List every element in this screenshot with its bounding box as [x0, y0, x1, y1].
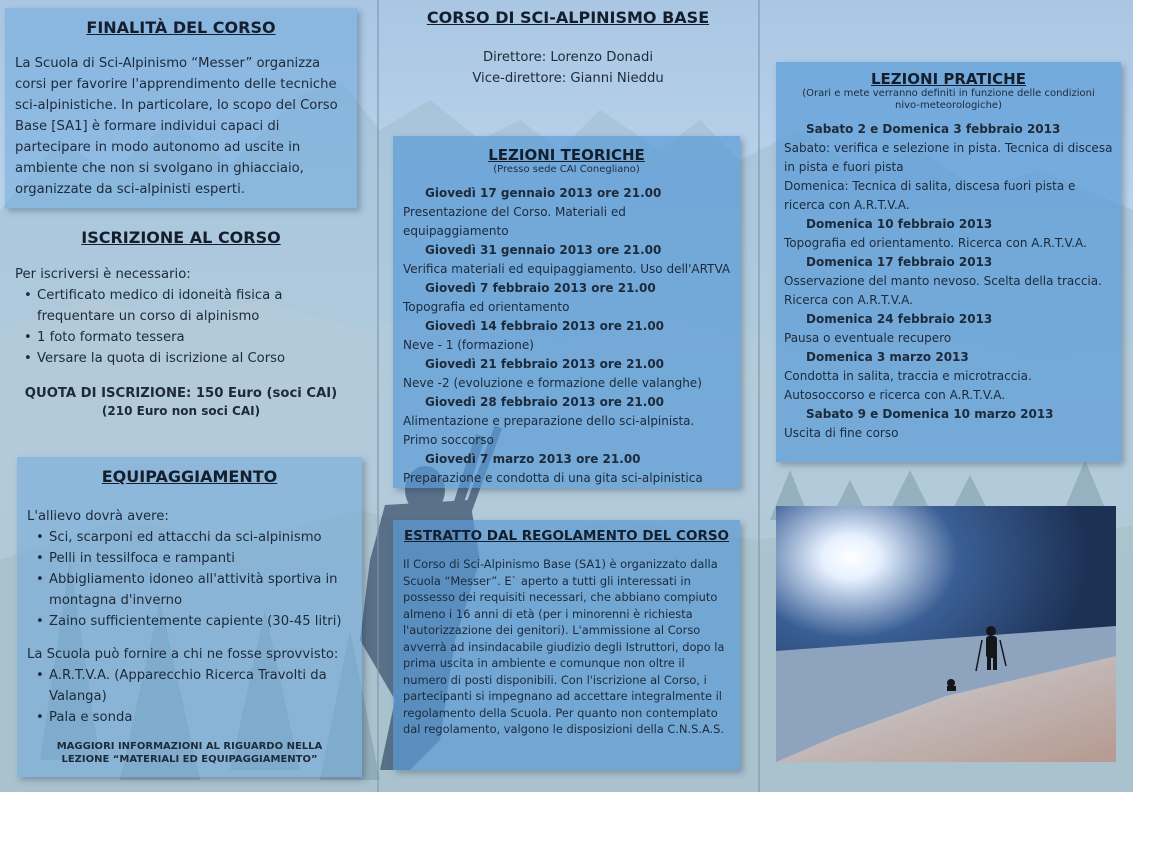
course-header: [380, 8, 756, 89]
lesson-topic: Alimentazione e preparazione dello sci-alpinista. Primo soccorso: [403, 414, 695, 447]
lesson-date: Giovedì 17 gennaio 2013 ore 21.00: [425, 186, 662, 200]
info-note: MAGGIORI INFORMAZIONI AL RIGUARDO NELLA LEZIONE “MATERIALI ED EQUIPAGGIAMENTO”: [56, 741, 323, 765]
lesson-topic: Domenica: Tecnica di salita, discesa fuori pista e ricerca con A.R.T.V.A.: [784, 179, 1076, 212]
list-item: • Pelli in tessilfoca e rampanti: [27, 548, 352, 569]
fold-line-2: [758, 0, 760, 792]
lesson-topic: Presentazione del Corso. Materiali ed equipaggiamento: [403, 205, 626, 238]
lesson-date: Sabato 2 e Domenica 3 febbraio 2013: [806, 122, 1061, 136]
scuola-list: [27, 665, 352, 728]
list-item: • Versare la quota di iscrizione al Corso: [15, 348, 347, 369]
list-item: • Abbigliamento idoneo all'attività sportiva in montagna d'inverno: [27, 569, 352, 611]
teoriche-box: [393, 136, 740, 488]
lesson-topic: Uscita di fine corso: [784, 426, 899, 440]
pratiche-box: [776, 62, 1121, 462]
list-item: • Pala e sonda: [27, 707, 352, 728]
equipaggiamento-box: [17, 457, 362, 777]
pratiche-title: LEZIONI PRATICHE: [871, 70, 1026, 88]
lesson-topic: Condotta in salita, traccia e microtraccia. Autosoccorso e ricerca con A.R.T.V.A.: [784, 369, 1032, 402]
finalita-box: [5, 8, 357, 208]
quota-non-soci-text: (210 Euro non soci CAI): [101, 404, 261, 418]
regolamento-box: [393, 520, 740, 770]
list-item: • Sci, scarponi ed attacchi da sci-alpinismo: [27, 527, 352, 548]
lesson-date: Giovedì 28 febbraio 2013 ore 21.00: [425, 395, 665, 409]
lesson-date: Giovedì 7 febbraio 2013 ore 21.00: [425, 281, 656, 295]
list-item: • Zaino sufficientemente capiente (30-45 litri): [27, 611, 352, 632]
lesson-date: Sabato 9 e Domenica 10 marzo 2013: [806, 407, 1054, 421]
lesson-date: Domenica 10 febbraio 2013: [806, 217, 993, 231]
lesson-topic: Neve - 1 (formazione): [403, 338, 534, 352]
pratiche-list: [784, 120, 1113, 443]
iscrizione-title: ISCRIZIONE AL CORSO: [81, 228, 281, 247]
ski-touring-photo: [776, 506, 1116, 762]
lesson-date: Domenica 17 febbraio 2013: [806, 255, 993, 269]
lesson-date: Giovedì 21 febbraio 2013 ore 21.00: [425, 357, 665, 371]
iscrizione-list: [15, 285, 347, 369]
teoriche-list: [403, 184, 732, 488]
lesson-topic: Neve -2 (evoluzione e formazione delle valanghe): [403, 376, 702, 390]
direttore-text: Direttore: Lorenzo Donadi: [482, 50, 654, 65]
lesson-topic: Pausa o eventuale recupero: [784, 331, 952, 345]
lesson-date: Giovedì 31 gennaio 2013 ore 21.00: [425, 243, 662, 257]
iscrizione-section: [5, 228, 357, 419]
lesson-date: Giovedì 7 marzo 2013 ore 21.00: [425, 452, 641, 466]
lesson-topic: Verifica materiali ed equipaggiamento. Uso dell'ARTVA: [403, 262, 731, 276]
iscrizione-intro: Per iscriversi è necessario:: [15, 267, 191, 282]
teoriche-title: LEZIONI TEORICHE: [488, 146, 645, 164]
finalita-text: La Scuola di Sci-Alpinismo “Messer” organizza corsi per favorire l'apprendimento delle tecniche sci-alpinistiche. In particolare, lo scopo del Corso Base [SA1] è formare individui capaci di partecipare in modo autonomo ad uscite in ambiente che non si svolgano in ghiacciaio, organizzate da sci-alpinisti esperti.: [15, 56, 338, 197]
equipaggiamento-title: EQUIPAGGIAMENTO: [101, 467, 278, 486]
quota-text: QUOTA DI ISCRIZIONE: 150 Euro (soci CAI): [24, 386, 338, 401]
equipaggiamento-intro: L'allievo dovrà avere:: [27, 509, 169, 524]
list-item: • A.R.T.V.A. (Apparecchio Ricerca Travolti da Valanga): [27, 665, 352, 707]
vice-direttore-text: Vice-direttore: Gianni Nieddu: [472, 71, 664, 86]
teoriche-subtitle: (Presso sede CAI Conegliano): [493, 164, 640, 175]
equipaggiamento-list: [27, 527, 352, 632]
lesson-date: Domenica 3 marzo 2013: [806, 350, 969, 364]
fold-line-1: [377, 0, 379, 792]
lesson-topic: Topografia ed orientamento. Ricerca con A.R.T.V.A.: [784, 236, 1087, 250]
scuola-intro: La Scuola può fornire a chi ne fosse sprovvisto:: [27, 647, 339, 662]
pratiche-subtitle: (Orari e mete verranno definiti in funzione delle condizioni nivo-meteorologiche): [802, 88, 1095, 111]
list-item: • Certificato medico di idoneità fisica a frequentare un corso di alpinismo: [15, 285, 347, 327]
course-title: CORSO DI SCI-ALPINISMO BASE: [426, 8, 710, 27]
lesson-topic: Osservazione del manto nevoso. Scelta della traccia. Ricerca con A.R.T.V.A.: [784, 274, 1102, 307]
finalita-title: FINALITÀ DEL CORSO: [86, 18, 276, 37]
lesson-date: Domenica 24 febbraio 2013: [806, 312, 993, 326]
lesson-topic: Topografia ed orientamento: [403, 300, 570, 314]
regolamento-title: ESTRATTO DAL REGOLAMENTO DEL CORSO: [403, 528, 730, 544]
lesson-date: Giovedì 14 febbraio 2013 ore 21.00: [425, 319, 665, 333]
lesson-topic: Sabato: verifica e selezione in pista. Tecnica di discesa in pista e fuori pista: [784, 141, 1113, 174]
regolamento-text: Il Corso di Sci-Alpinismo Base (SA1) è organizzato dalla Scuola “Messer”. E` aperto a tutti gli interessati in possesso dei requisiti necessari, che abbiano compiuto almeno i 16 anni di età (per i minorenni è richiesta l'autorizzazione dei genitori). L'ammissione al Corso avverrà ad insindacabile giudizio degli Istruttori, dopo la prima uscita in ambiente e comunque non oltre il numero di posti disponibili. Con l'iscrizione al Corso, i partecipanti si impegnano ad accettare integralmente il regolamento della Scuola. Per quanto non contemplato dal regolamento, valgono le disposizioni della C.N.S.A.S.: [403, 557, 725, 736]
list-item: • 1 foto formato tessera: [15, 327, 347, 348]
lesson-topic: Preparazione e condotta di una gita sci-alpinistica: [403, 471, 703, 485]
